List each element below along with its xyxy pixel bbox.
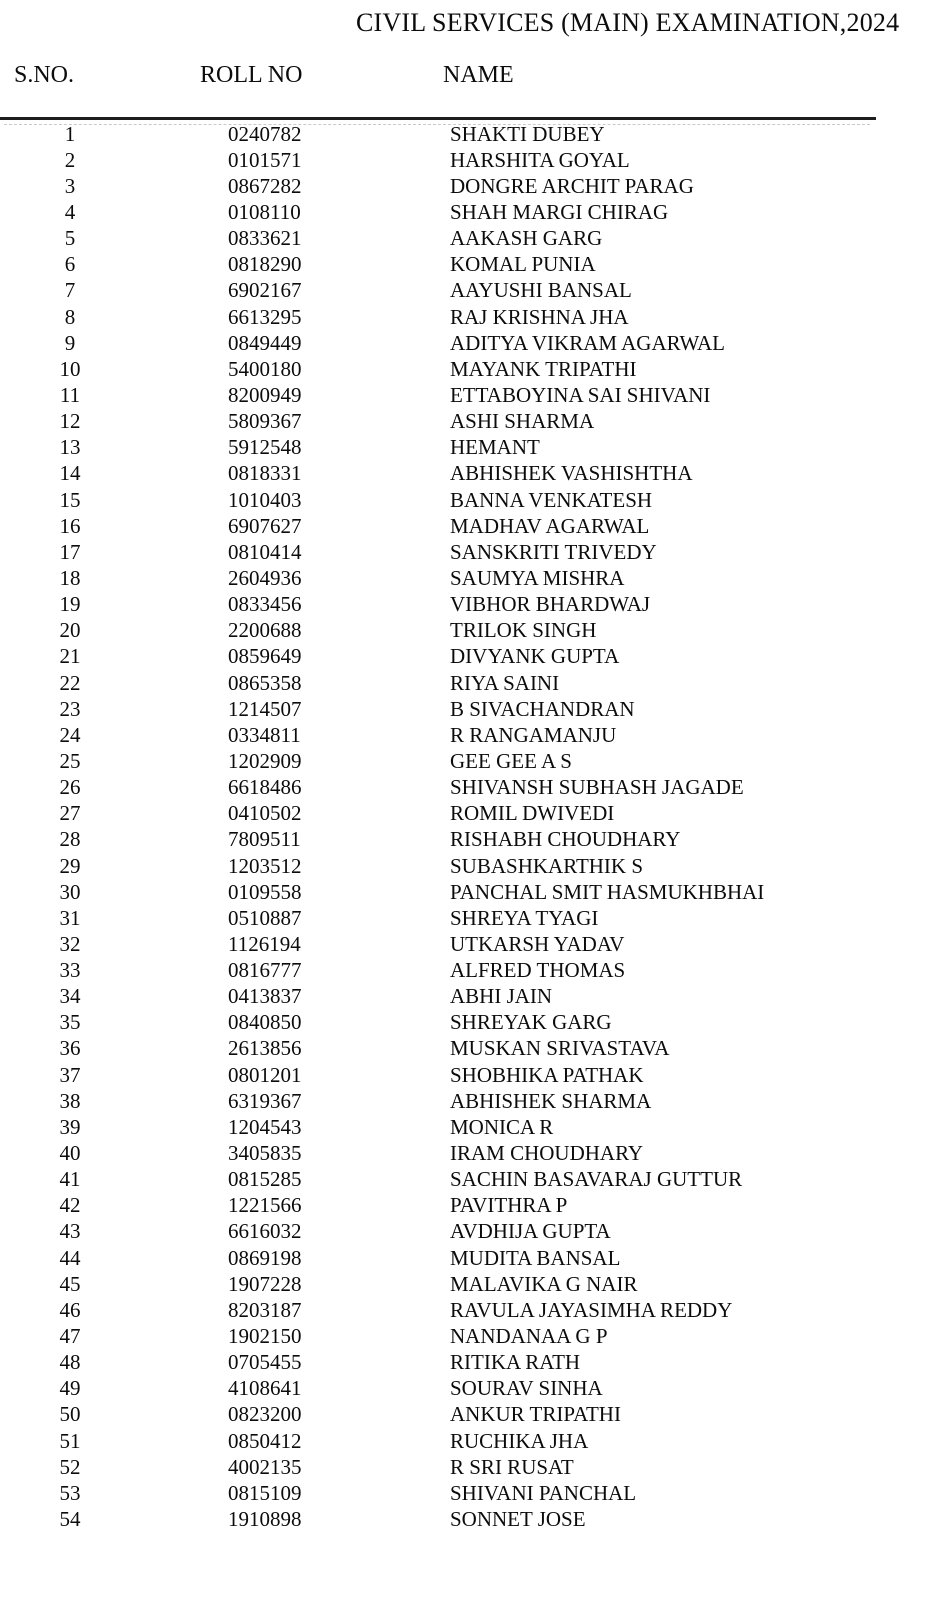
row-roll-number: 1204543 [228,1114,302,1139]
row-serial-number: 9 [64,330,76,355]
row-candidate-name: R RANGAMANJU [450,722,617,747]
row-serial-number: 43 [59,1219,81,1244]
row-serial-number: 22 [59,670,81,695]
row-roll-number: 1010403 [228,487,302,512]
row-roll-number: 1221566 [228,1193,302,1218]
table-row [0,592,945,618]
row-serial-number: 14 [59,461,81,486]
row-candidate-name: TRILOK SINGH [450,618,597,643]
row-candidate-name: ADITYA VIKRAM AGARWAL [450,330,725,355]
row-roll-number: 4108641 [228,1376,302,1401]
row-roll-number: 1902150 [228,1324,302,1349]
table-row [0,147,945,173]
row-serial-number: 11 [59,382,81,407]
row-serial-number: 45 [59,1271,81,1296]
row-serial-number: 34 [59,984,81,1009]
table-row [0,121,945,147]
row-candidate-name: SHOBHIKA PATHAK [450,1062,644,1087]
row-roll-number: 2200688 [228,618,302,643]
row-roll-number: 0108110 [228,199,301,224]
row-roll-number: 6618486 [228,775,302,800]
row-serial-number: 3 [64,173,76,198]
table-row [0,984,945,1010]
row-serial-number: 7 [64,278,76,303]
row-roll-number: 6616032 [228,1219,302,1244]
row-roll-number: 0334811 [228,722,301,747]
row-serial-number: 4 [64,199,76,224]
row-candidate-name: HEMANT [450,435,540,460]
row-candidate-name: RUCHIKA JHA [450,1428,589,1453]
row-candidate-name: MONICA R [450,1114,554,1139]
row-roll-number: 6902167 [228,278,302,303]
row-roll-number: 0413837 [228,984,302,1009]
table-row [0,931,945,957]
table-row [0,958,945,984]
row-roll-number: 1907228 [228,1271,302,1296]
row-roll-number: 0818331 [228,461,302,486]
table-row [0,226,945,252]
table-row [0,1271,945,1297]
row-roll-number: 1126194 [228,931,301,956]
row-roll-number: 2613856 [228,1036,302,1061]
table-row [0,1506,945,1532]
row-candidate-name: RAVULA JAYASIMHA REDDY [450,1297,733,1322]
table-row [0,487,945,513]
row-candidate-name: SUBASHKARTHIK S [450,853,644,878]
table-row [0,513,945,539]
row-candidate-name: DONGRE ARCHIT PARAG [450,173,694,198]
table-row [0,1088,945,1114]
row-roll-number: 0815109 [228,1480,302,1505]
table-row [0,801,945,827]
row-roll-number: 6613295 [228,304,302,329]
row-serial-number: 52 [59,1454,81,1479]
row-serial-number: 41 [59,1167,81,1192]
table-row [0,1454,945,1480]
row-serial-number: 42 [59,1193,81,1218]
row-serial-number: 35 [59,1010,81,1035]
row-roll-number: 0510887 [228,905,302,930]
row-roll-number: 0818290 [228,252,302,277]
table-row [0,827,945,853]
header-divider-line [0,117,876,120]
row-candidate-name: ANKUR TRIPATHI [450,1402,621,1427]
row-candidate-name: SHAKTI DUBEY [450,121,605,146]
row-serial-number: 32 [59,931,81,956]
page-title: CIVIL SERVICES (MAIN) EXAMINATION,2024 [356,8,900,37]
row-serial-number: 26 [59,775,81,800]
row-candidate-name: PAVITHRA P [450,1193,568,1218]
table-row [0,1114,945,1140]
row-serial-number: 15 [59,487,81,512]
row-candidate-name: SACHIN BASAVARAJ GUTTUR [450,1167,743,1192]
table-row [0,1297,945,1323]
table-row [0,1428,945,1454]
row-serial-number: 30 [59,879,81,904]
row-serial-number: 20 [59,618,81,643]
row-serial-number: 1 [64,121,76,146]
row-serial-number: 19 [59,592,81,617]
table-row [0,252,945,278]
row-roll-number: 0865358 [228,670,302,695]
row-roll-number: 0240782 [228,121,302,146]
table-row [0,330,945,356]
table-row [0,409,945,435]
row-candidate-name: ABHISHEK SHARMA [450,1088,652,1113]
table-row [0,435,945,461]
column-header-sno: S.NO. [14,62,75,88]
row-roll-number: 0109558 [228,879,302,904]
row-roll-number: 5809367 [228,409,302,434]
row-roll-number: 0101571 [228,147,302,172]
row-candidate-name: NANDANAA G P [450,1324,608,1349]
table-row [0,1350,945,1376]
row-roll-number: 0833456 [228,592,302,617]
row-serial-number: 28 [59,827,81,852]
table-row [0,1376,945,1402]
row-candidate-name: DIVYANK GUPTA [450,644,620,669]
row-roll-number: 0867282 [228,173,302,198]
row-serial-number: 2 [64,147,76,172]
row-serial-number: 6 [64,252,76,277]
table-row [0,173,945,199]
row-candidate-name: ASHI SHARMA [450,409,595,434]
table-row [0,199,945,225]
row-serial-number: 54 [59,1507,81,1532]
row-roll-number: 2604936 [228,565,302,590]
row-candidate-name: UTKARSH YADAV [450,931,625,956]
row-serial-number: 25 [59,748,81,773]
table-row [0,853,945,879]
row-serial-number: 53 [59,1480,81,1505]
row-candidate-name: KOMAL PUNIA [450,252,596,277]
row-candidate-name: ALFRED THOMAS [450,958,626,983]
row-serial-number: 21 [59,644,81,669]
column-header-roll-no: ROLL NO [200,62,303,88]
results-table [0,121,945,1533]
row-roll-number: 8203187 [228,1297,302,1322]
table-row [0,1480,945,1506]
table-row [0,461,945,487]
row-candidate-name: GEE GEE A S [450,748,572,773]
table-row [0,670,945,696]
row-serial-number: 47 [59,1324,81,1349]
row-roll-number: 8200949 [228,382,302,407]
row-roll-number: 0410502 [228,801,302,826]
table-row [0,618,945,644]
row-candidate-name: SAUMYA MISHRA [450,565,625,590]
row-roll-number: 1203512 [228,853,302,878]
row-roll-number: 0810414 [228,539,302,564]
row-candidate-name: ABHISHEK VASHISHTHA [450,461,693,486]
row-roll-number: 6319367 [228,1088,302,1113]
table-row [0,775,945,801]
table-row [0,539,945,565]
row-candidate-name: SHREYAK GARG [450,1010,612,1035]
row-serial-number: 40 [59,1141,81,1166]
row-serial-number: 27 [59,801,81,826]
row-candidate-name: MALAVIKA G NAIR [450,1271,638,1296]
row-candidate-name: SHAH MARGI CHIRAG [450,199,669,224]
row-candidate-name: RITIKA RATH [450,1350,581,1375]
table-header-row [0,62,945,92]
table-row [0,356,945,382]
table-row [0,278,945,304]
row-serial-number: 29 [59,853,81,878]
table-row [0,1402,945,1428]
row-candidate-name: ETTABOYINA SAI SHIVANI [450,382,711,407]
table-row [0,382,945,408]
row-candidate-name: AAYUSHI BANSAL [450,278,632,303]
row-roll-number: 4002135 [228,1454,302,1479]
row-serial-number: 10 [59,356,81,381]
row-roll-number: 0869198 [228,1245,302,1270]
row-candidate-name: MUDITA BANSAL [450,1245,621,1270]
row-serial-number: 51 [59,1428,81,1453]
row-candidate-name: ROMIL DWIVEDI [450,801,615,826]
table-row [0,1245,945,1271]
row-serial-number: 18 [59,565,81,590]
table-row [0,644,945,670]
row-roll-number: 0823200 [228,1402,302,1427]
table-row [0,1140,945,1166]
row-serial-number: 33 [59,958,81,983]
row-candidate-name: SHIVANSH SUBHASH JAGADE [450,775,744,800]
row-candidate-name: BANNA VENKATESH [450,487,653,512]
row-roll-number: 1214507 [228,696,302,721]
row-serial-number: 31 [59,905,81,930]
row-serial-number: 50 [59,1402,81,1427]
table-row [0,1219,945,1245]
row-candidate-name: AVDHIJA GUPTA [450,1219,611,1244]
row-roll-number: 3405835 [228,1141,302,1166]
table-row [0,879,945,905]
row-candidate-name: ABHI JAIN [450,984,553,1009]
row-candidate-name: RAJ KRISHNA JHA [450,304,629,329]
table-row [0,1323,945,1349]
row-candidate-name: RISHABH CHOUDHARY [450,827,681,852]
row-candidate-name: SHREYA TYAGI [450,905,599,930]
row-roll-number: 0801201 [228,1062,302,1087]
table-row [0,1193,945,1219]
table-row [0,1062,945,1088]
row-candidate-name: R SRI RUSAT [450,1454,574,1479]
row-roll-number: 1202909 [228,748,302,773]
row-roll-number: 0815285 [228,1167,302,1192]
row-serial-number: 17 [59,539,81,564]
row-roll-number: 0849449 [228,330,302,355]
row-roll-number: 1910898 [228,1507,302,1532]
table-row [0,905,945,931]
row-candidate-name: SONNET JOSE [450,1507,586,1532]
table-row [0,1010,945,1036]
row-candidate-name: B SIVACHANDRAN [450,696,635,721]
row-serial-number: 5 [64,226,76,251]
table-row [0,565,945,591]
row-candidate-name: HARSHITA GOYAL [450,147,630,172]
row-candidate-name: SANSKRITI TRIVEDY [450,539,657,564]
row-serial-number: 8 [64,304,76,329]
row-roll-number: 7809511 [228,827,301,852]
row-serial-number: 13 [59,435,81,460]
row-roll-number: 0859649 [228,644,302,669]
row-serial-number: 48 [59,1350,81,1375]
row-roll-number: 0705455 [228,1350,302,1375]
row-candidate-name: PANCHAL SMIT HASMUKHBHAI [450,879,765,904]
row-serial-number: 44 [59,1245,81,1270]
row-serial-number: 24 [59,722,81,747]
row-serial-number: 12 [59,409,81,434]
table-row [0,304,945,330]
row-candidate-name: RIYA SAINI [450,670,560,695]
row-candidate-name: SHIVANI PANCHAL [450,1480,637,1505]
row-candidate-name: IRAM CHOUDHARY [450,1141,644,1166]
row-serial-number: 39 [59,1114,81,1139]
row-roll-number: 5400180 [228,356,302,381]
row-roll-number: 6907627 [228,513,302,538]
row-candidate-name: MUSKAN SRIVASTAVA [450,1036,670,1061]
row-roll-number: 0816777 [228,958,302,983]
row-candidate-name: SOURAV SINHA [450,1376,603,1401]
row-serial-number: 37 [59,1062,81,1087]
row-roll-number: 0833621 [228,226,302,251]
row-serial-number: 46 [59,1297,81,1322]
table-row [0,722,945,748]
row-roll-number: 5912548 [228,435,302,460]
row-serial-number: 38 [59,1088,81,1113]
row-candidate-name: AAKASH GARG [450,226,603,251]
row-serial-number: 36 [59,1036,81,1061]
table-row [0,748,945,774]
row-serial-number: 49 [59,1376,81,1401]
table-row [0,1167,945,1193]
column-header-name: NAME [443,62,514,88]
table-row [0,696,945,722]
row-candidate-name: VIBHOR BHARDWAJ [450,592,651,617]
row-candidate-name: MAYANK TRIPATHI [450,356,637,381]
row-serial-number: 23 [59,696,81,721]
row-roll-number: 0850412 [228,1428,302,1453]
row-roll-number: 0840850 [228,1010,302,1035]
row-serial-number: 16 [59,513,81,538]
table-row [0,1036,945,1062]
row-candidate-name: MADHAV AGARWAL [450,513,650,538]
